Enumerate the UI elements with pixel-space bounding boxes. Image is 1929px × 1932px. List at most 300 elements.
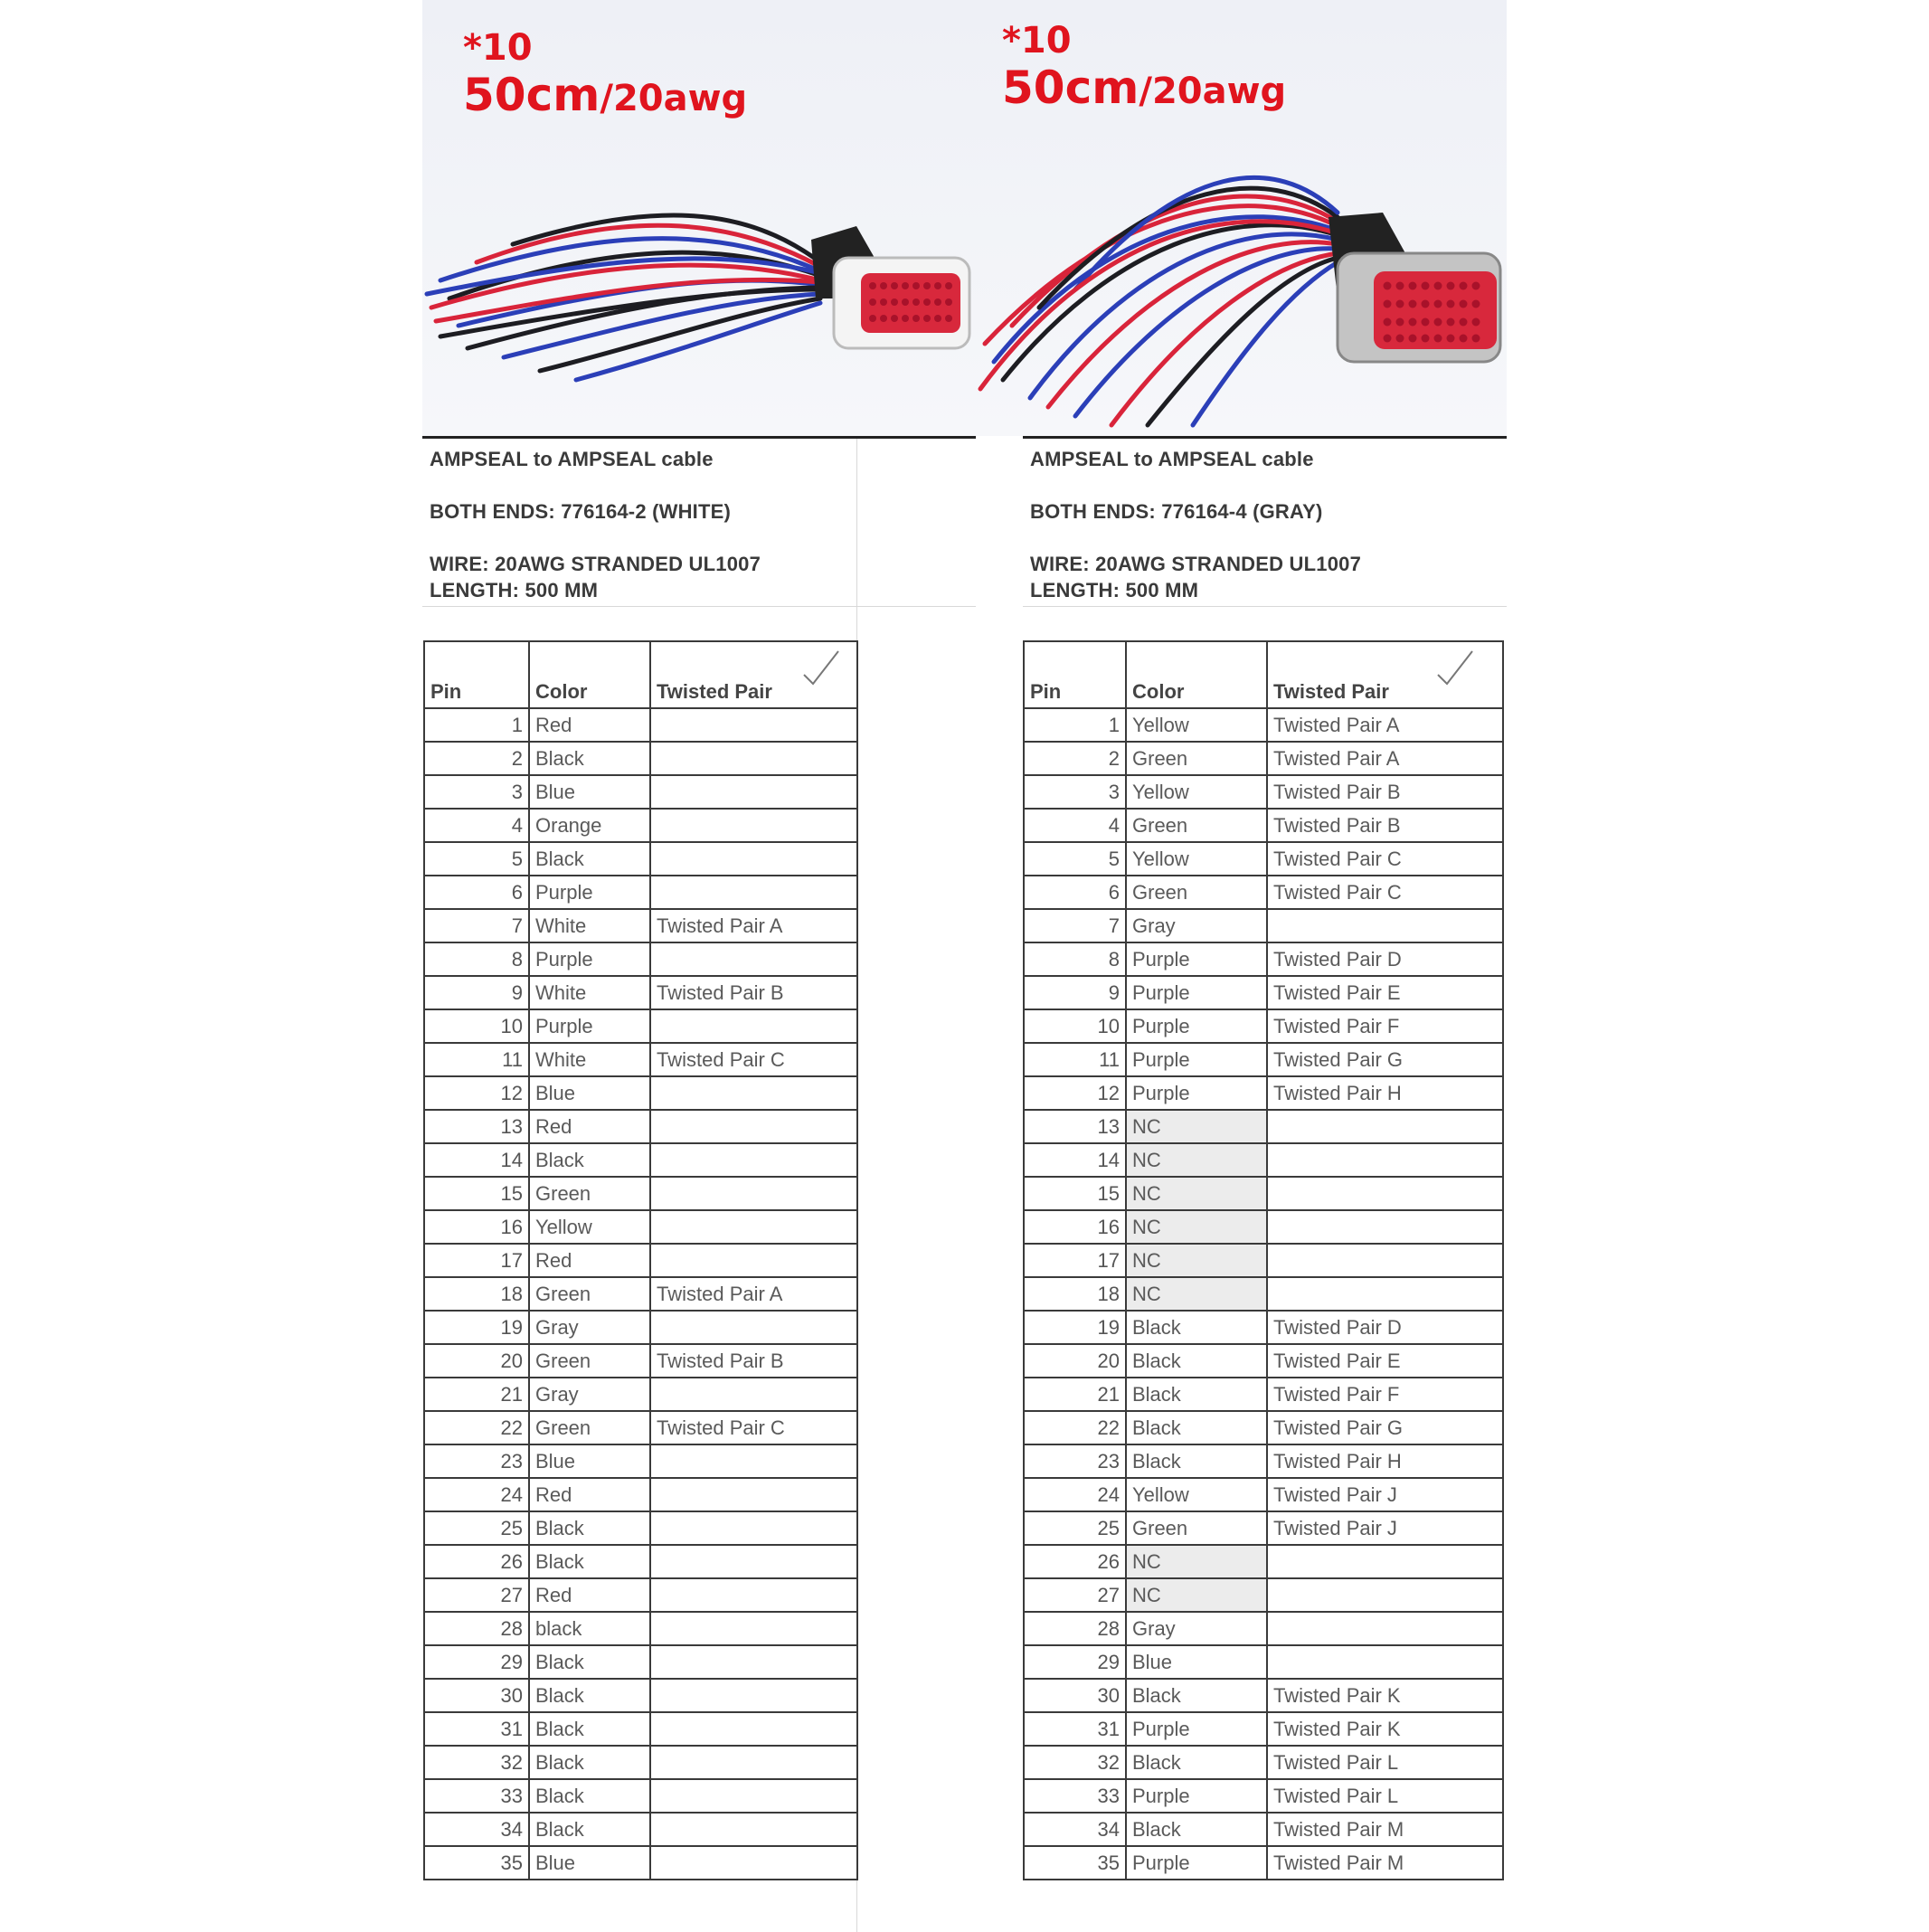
quantity-count: *10 [463,27,533,69]
table-row [424,1143,857,1177]
table-row [1024,876,1503,909]
table-row [1024,1578,1503,1612]
color-cell: Blue [529,1846,650,1880]
twisted-pair-cell: Twisted Pair B [1267,775,1503,809]
pin-cell: 14 [424,1143,529,1177]
twisted-pair-cell [650,1378,857,1411]
table-row [1024,809,1503,842]
twisted-pair-cell [1267,1143,1503,1177]
twisted-pair-cell [650,1612,857,1645]
color-cell: NC [1126,1578,1267,1612]
table-row [424,1177,857,1210]
twisted-pair-cell [650,1110,857,1143]
twisted-pair-cell: Twisted Pair M [1267,1813,1503,1846]
pinout-table-white [423,640,858,1880]
table-row [424,1043,857,1076]
table-header-row [424,641,857,708]
twisted-pair-cell [1267,1210,1503,1244]
quantity-label-gray [1002,20,1286,114]
twisted-pair-cell: Twisted Pair C [1267,842,1503,876]
pin-cell: 20 [424,1344,529,1378]
column-header-twisted-pair: Twisted Pair [1267,641,1503,708]
twisted-pair-cell: Twisted Pair F [1267,1009,1503,1043]
pin-cell: 10 [424,1009,529,1043]
twisted-pair-cell [650,1545,857,1578]
pin-cell: 24 [424,1478,529,1511]
pin-cell: 6 [1024,876,1126,909]
color-cell: Purple [1126,1043,1267,1076]
sheet-title: AMPSEAL to AMPSEAL cable [1030,448,1314,470]
color-cell: Black [529,1746,650,1779]
color-cell: Orange [529,809,650,842]
product-photo-gray [976,0,1507,436]
pin-cell: 13 [424,1110,529,1143]
checkmark-icon [800,648,842,689]
color-cell: Black [529,1712,650,1746]
pin-cell: 5 [1024,842,1126,876]
color-cell: Black [529,842,650,876]
table-row [1024,1043,1503,1076]
pin-cell: 1 [424,708,529,742]
pin-cell: 21 [1024,1378,1126,1411]
table-row [1024,1511,1503,1545]
color-cell: Red [529,1578,650,1612]
color-cell: Black [529,1679,650,1712]
twisted-pair-cell [650,1746,857,1779]
color-cell: NC [1126,1110,1267,1143]
twisted-pair-cell [650,842,857,876]
pin-cell: 17 [424,1244,529,1277]
pin-cell: 3 [1024,775,1126,809]
table-row [424,1009,857,1043]
color-cell: Black [1126,1746,1267,1779]
pin-cell: 35 [424,1846,529,1880]
table-row [1024,1110,1503,1143]
twisted-pair-cell [650,708,857,742]
twisted-pair-cell [650,1712,857,1746]
pin-cell: 31 [424,1712,529,1746]
pin-cell: 4 [1024,809,1126,842]
color-cell: Green [1126,876,1267,909]
color-cell: NC [1126,1177,1267,1210]
pin-cell: 23 [424,1444,529,1478]
color-cell: Black [1126,1813,1267,1846]
twisted-pair-cell [650,1779,857,1813]
pin-cell: 34 [424,1813,529,1846]
twisted-pair-cell [650,1210,857,1244]
color-cell: Black [529,1813,650,1846]
table-row [424,809,857,842]
color-cell: Purple [529,942,650,976]
pin-cell: 8 [424,942,529,976]
table-row [424,1411,857,1444]
color-cell: Purple [1126,976,1267,1009]
table-row [1024,842,1503,876]
color-cell: Purple [529,876,650,909]
twisted-pair-cell: Twisted Pair B [1267,809,1503,842]
table-row [1024,942,1503,976]
pin-cell: 12 [424,1076,529,1110]
color-cell: Gray [529,1311,650,1344]
pin-cell: 7 [424,909,529,942]
twisted-pair-cell: Twisted Pair J [1267,1478,1503,1511]
table-body [1024,708,1503,1880]
pin-cell: 29 [1024,1645,1126,1679]
color-cell: Yellow [1126,775,1267,809]
color-cell: White [529,1043,650,1076]
twisted-pair-cell: Twisted Pair E [1267,976,1503,1009]
twisted-pair-cell: Twisted Pair L [1267,1779,1503,1813]
color-cell: White [529,909,650,942]
table-row [1024,1612,1503,1645]
pin-cell: 29 [424,1645,529,1679]
color-cell: Yellow [1126,1478,1267,1511]
twisted-pair-cell: Twisted Pair A [1267,708,1503,742]
table-row [424,1244,857,1277]
twisted-pair-cell [650,1846,857,1880]
twisted-pair-cell [650,942,857,976]
pin-cell: 17 [1024,1244,1126,1277]
twisted-pair-cell: Twisted Pair E [1267,1344,1503,1378]
twisted-pair-cell [650,1143,857,1177]
pin-cell: 28 [1024,1612,1126,1645]
pin-cell: 16 [424,1210,529,1244]
twisted-pair-cell [650,1177,857,1210]
color-cell: Black [1126,1679,1267,1712]
table-row [1024,708,1503,742]
color-cell: Purple [1126,942,1267,976]
product-photo-white [422,0,976,436]
pin-cell: 27 [424,1578,529,1612]
color-cell: Green [529,1411,650,1444]
twisted-pair-cell [650,1009,857,1043]
twisted-pair-cell: Twisted Pair A [650,1277,857,1311]
color-cell: Black [529,742,650,775]
twisted-pair-cell: Twisted Pair C [650,1043,857,1076]
pin-cell: 5 [424,842,529,876]
length-spec: LENGTH: 500 MM [1030,579,1199,601]
table-row [424,775,857,809]
table-row [424,1712,857,1746]
pin-cell: 23 [1024,1444,1126,1478]
pin-cell: 32 [1024,1746,1126,1779]
table-row [424,1679,857,1712]
color-cell: Purple [1126,1779,1267,1813]
twisted-pair-cell: Twisted Pair B [650,976,857,1009]
table-row [424,1846,857,1880]
twisted-pair-cell [1267,1612,1503,1645]
twisted-pair-cell [650,1444,857,1478]
pin-cell: 3 [424,775,529,809]
color-cell: Red [529,708,650,742]
color-cell: Yellow [1126,842,1267,876]
twisted-pair-cell [1267,909,1503,942]
pin-cell: 28 [424,1612,529,1645]
left-spreadsheet [422,436,976,1932]
right-spreadsheet [1023,436,1507,1932]
pin-cell: 26 [424,1545,529,1578]
column-header-color: Color [529,641,650,708]
twisted-pair-cell: Twisted Pair G [1267,1411,1503,1444]
pin-cell: 24 [1024,1478,1126,1511]
twisted-pair-cell: Twisted Pair C [1267,876,1503,909]
column-header-twisted-pair: Twisted Pair [650,641,857,708]
table-row [1024,1478,1503,1511]
column-header-color: Color [1126,641,1267,708]
table-row [1024,1244,1503,1277]
twisted-pair-cell: Twisted Pair D [1267,1311,1503,1344]
color-cell: NC [1126,1210,1267,1244]
twisted-pair-cell: Twisted Pair M [1267,1846,1503,1880]
color-cell: Green [1126,809,1267,842]
twisted-pair-cell [650,1645,857,1679]
color-cell: Purple [529,1009,650,1043]
color-cell: Blue [529,1076,650,1110]
checkmark-icon [1434,648,1476,689]
twisted-pair-cell [650,1578,857,1612]
twisted-pair-cell: Twisted Pair A [650,909,857,942]
pin-cell: 15 [1024,1177,1126,1210]
pin-cell: 13 [1024,1110,1126,1143]
twisted-pair-cell: Twisted Pair G [1267,1043,1503,1076]
pin-cell: 32 [424,1746,529,1779]
gauge-label: /20awg [1139,71,1287,112]
table-row [424,1578,857,1612]
table-row [424,1478,857,1511]
table-row [1024,1846,1503,1880]
color-cell: Black [1126,1378,1267,1411]
pin-cell: 31 [1024,1712,1126,1746]
twisted-pair-cell: Twisted Pair C [650,1411,857,1444]
twisted-pair-cell [650,876,857,909]
color-cell: NC [1126,1277,1267,1311]
table-row [1024,775,1503,809]
twisted-pair-cell [650,742,857,775]
table-row [1024,1210,1503,1244]
twisted-pair-cell [1267,1545,1503,1578]
twisted-pair-cell: Twisted Pair J [1267,1511,1503,1545]
color-cell: Yellow [529,1210,650,1244]
table-row [424,1378,857,1411]
table-row [424,708,857,742]
pin-cell: 8 [1024,942,1126,976]
table-row [1024,1143,1503,1177]
twisted-pair-cell [1267,1578,1503,1612]
color-cell: Black [1126,1311,1267,1344]
color-cell: Black [529,1645,650,1679]
twisted-pair-cell: Twisted Pair H [1267,1076,1503,1110]
table-row [424,1645,857,1679]
quantity-count: *10 [1002,20,1072,62]
pin-cell: 18 [424,1277,529,1311]
color-cell: Red [529,1110,650,1143]
table-row [1024,909,1503,942]
sheet-title: AMPSEAL to AMPSEAL cable [430,448,714,470]
twisted-pair-cell [650,1478,857,1511]
pin-cell: 30 [424,1679,529,1712]
table-row [424,742,857,775]
column-header-pin: Pin [1024,641,1126,708]
twisted-pair-cell [650,809,857,842]
color-cell: Black [1126,1344,1267,1378]
twisted-pair-cell [650,775,857,809]
pin-cell: 21 [424,1378,529,1411]
pin-cell: 11 [424,1043,529,1076]
table-row [1024,976,1503,1009]
twisted-pair-cell [1267,1645,1503,1679]
color-cell: Green [529,1344,650,1378]
pin-cell: 33 [424,1779,529,1813]
color-cell: Red [529,1244,650,1277]
pin-cell: 9 [1024,976,1126,1009]
gauge-label: /20awg [600,78,748,119]
table-body [424,708,857,1880]
pin-cell: 25 [1024,1511,1126,1545]
length-label: 50cm [463,69,600,121]
table-row [424,1813,857,1846]
table-row [1024,1344,1503,1378]
twisted-pair-cell [1267,1244,1503,1277]
table-row [424,1444,857,1478]
color-cell: Black [1126,1411,1267,1444]
twisted-pair-cell [650,1511,857,1545]
wire-spec: WIRE: 20AWG STRANDED UL1007 [430,553,761,575]
table-row [424,1344,857,1378]
twisted-pair-cell: Twisted Pair F [1267,1378,1503,1411]
pin-cell: 26 [1024,1545,1126,1578]
twisted-pair-cell [650,1813,857,1846]
table-row [1024,1444,1503,1478]
wire-spec: WIRE: 20AWG STRANDED UL1007 [1030,553,1362,575]
table-row [1024,1813,1503,1846]
pin-cell: 9 [424,976,529,1009]
table-row [424,1612,857,1645]
table-row [1024,1411,1503,1444]
connector-ends: BOTH ENDS: 776164-4 (GRAY) [1030,500,1323,523]
pin-cell: 2 [424,742,529,775]
color-cell: Green [1126,1511,1267,1545]
twisted-pair-cell: Twisted Pair L [1267,1746,1503,1779]
table-row [424,1746,857,1779]
color-cell: Green [1126,742,1267,775]
table-row [1024,1378,1503,1411]
table-row [1024,1779,1503,1813]
color-cell: Blue [529,775,650,809]
table-row [424,1110,857,1143]
twisted-pair-cell [650,1311,857,1344]
table-row [1024,1712,1503,1746]
table-row [1024,1311,1503,1344]
color-cell: Green [529,1177,650,1210]
column-header-pin: Pin [424,641,529,708]
connector-ends: BOTH ENDS: 776164-2 (WHITE) [430,500,732,523]
pin-cell: 22 [1024,1411,1126,1444]
table-row [1024,742,1503,775]
table-row [424,942,857,976]
color-cell: Purple [1126,1712,1267,1746]
pin-cell: 2 [1024,742,1126,775]
twisted-pair-cell: Twisted Pair H [1267,1444,1503,1478]
color-cell: Gray [529,1378,650,1411]
color-cell: NC [1126,1545,1267,1578]
pin-cell: 6 [424,876,529,909]
pin-cell: 33 [1024,1779,1126,1813]
color-cell: Black [529,1779,650,1813]
twisted-pair-cell: Twisted Pair A [1267,742,1503,775]
twisted-pair-cell [650,1244,857,1277]
twisted-pair-cell [1267,1110,1503,1143]
table-row [1024,1076,1503,1110]
color-cell: White [529,976,650,1009]
pin-cell: 25 [424,1511,529,1545]
color-cell: Black [529,1545,650,1578]
table-row [424,1076,857,1110]
color-cell: NC [1126,1143,1267,1177]
twisted-pair-cell [1267,1177,1503,1210]
pin-cell: 19 [424,1311,529,1344]
table-row [424,1277,857,1311]
pin-cell: 10 [1024,1009,1126,1043]
color-cell: Yellow [1126,708,1267,742]
color-cell: black [529,1612,650,1645]
table-row [424,876,857,909]
table-row [1024,1645,1503,1679]
twisted-pair-cell: Twisted Pair K [1267,1679,1503,1712]
pin-cell: 18 [1024,1277,1126,1311]
color-cell: Blue [1126,1645,1267,1679]
table-row [424,1511,857,1545]
table-row [424,976,857,1009]
table-header-row [1024,641,1503,708]
table-row [1024,1679,1503,1712]
table-row [1024,1177,1503,1210]
pin-cell: 7 [1024,909,1126,942]
twisted-pair-cell [650,1679,857,1712]
color-cell: Purple [1126,1076,1267,1110]
table-row [1024,1277,1503,1311]
pin-cell: 20 [1024,1344,1126,1378]
color-cell: Purple [1126,1009,1267,1043]
pin-cell: 11 [1024,1043,1126,1076]
table-row [1024,1746,1503,1779]
table-row [424,1311,857,1344]
table-row [424,1545,857,1578]
length-label: 50cm [1002,62,1139,114]
twisted-pair-cell [650,1076,857,1110]
table-row [424,909,857,942]
color-cell: Red [529,1478,650,1511]
color-cell: Purple [1126,1846,1267,1880]
pin-cell: 19 [1024,1311,1126,1344]
pin-cell: 12 [1024,1076,1126,1110]
quantity-label-white [463,27,747,121]
table-row [424,1779,857,1813]
color-cell: Gray [1126,1612,1267,1645]
color-cell: Black [529,1143,650,1177]
pin-cell: 22 [424,1411,529,1444]
pin-cell: 27 [1024,1578,1126,1612]
color-cell: NC [1126,1244,1267,1277]
table-row [424,1210,857,1244]
pin-cell: 34 [1024,1813,1126,1846]
twisted-pair-cell: Twisted Pair B [650,1344,857,1378]
table-row [1024,1545,1503,1578]
pin-cell: 4 [424,809,529,842]
twisted-pair-cell: Twisted Pair D [1267,942,1503,976]
color-cell: Green [529,1277,650,1311]
color-cell: Blue [529,1444,650,1478]
pin-cell: 35 [1024,1846,1126,1880]
